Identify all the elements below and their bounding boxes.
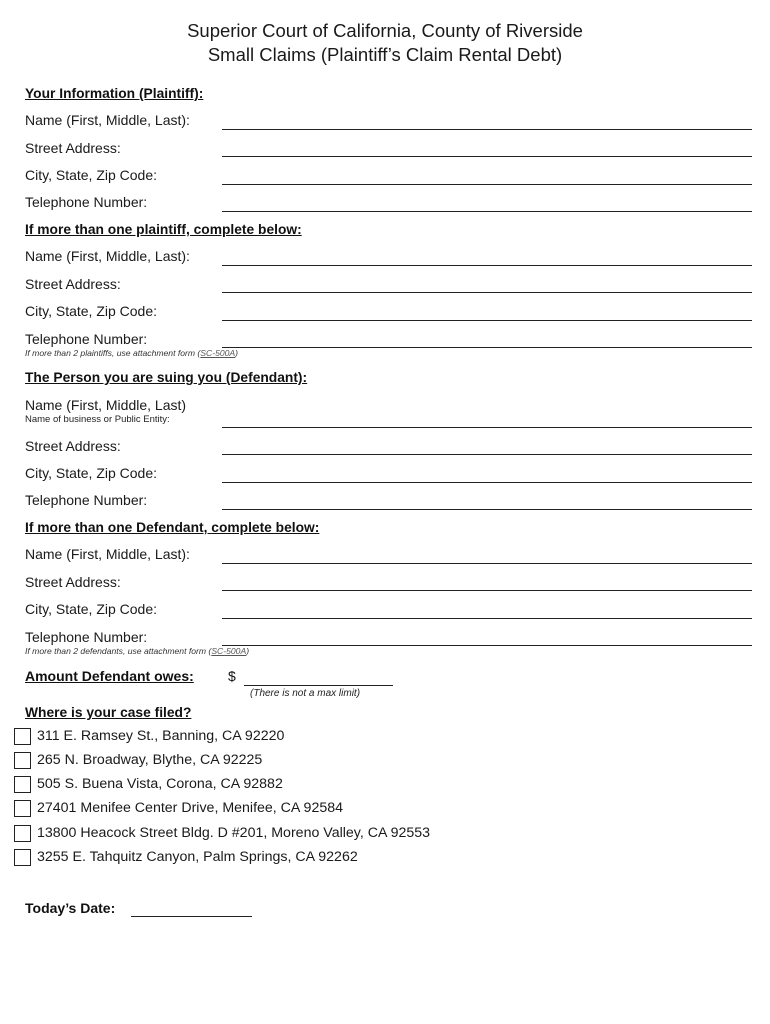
defendant-phone-field[interactable] bbox=[222, 488, 752, 508]
plaintiff2-name-field[interactable] bbox=[222, 244, 752, 264]
defendant-name-label: Name (First, Middle, Last) bbox=[25, 397, 187, 413]
filing-location-heading: Where is your case filed? bbox=[25, 705, 192, 720]
location-label: 13800 Heacock Street Bldg. D #201, Moreno Valley, CA 92553 bbox=[37, 825, 431, 841]
amount-owed-field[interactable] bbox=[244, 666, 397, 686]
todays-date-line bbox=[131, 916, 252, 917]
amount-owed-label: Amount Defendant owes: bbox=[25, 668, 194, 684]
plaintiff-attachment-note bbox=[25, 348, 238, 358]
location-label: 27401 Menifee Center Drive, Menifee, CA 92584 bbox=[37, 800, 344, 816]
defendant-street-label: Street Address: bbox=[25, 438, 121, 454]
plaintiff2-phone-field[interactable] bbox=[222, 326, 752, 346]
defendant-city-field[interactable] bbox=[222, 461, 752, 481]
plaintiff-heading: Your Information (Plaintiff): bbox=[25, 86, 204, 101]
checkbox[interactable] bbox=[14, 849, 31, 866]
plaintiff-phone-label: Telephone Number: bbox=[25, 194, 148, 210]
defendant-street-line bbox=[222, 454, 752, 455]
location-option-moreno-valley[interactable] bbox=[14, 823, 430, 843]
todays-date-field[interactable] bbox=[131, 898, 256, 917]
defendant-phone-line bbox=[222, 509, 752, 510]
defendant-name-line bbox=[222, 427, 752, 428]
defendant-phone-label: Telephone Number: bbox=[25, 492, 148, 508]
defendant-heading: The Person you are suing you (Defendant): bbox=[25, 370, 308, 385]
plaintiff-street-field[interactable] bbox=[222, 135, 752, 155]
plaintiff-phone-field[interactable] bbox=[222, 190, 752, 210]
checkbox[interactable] bbox=[14, 776, 31, 793]
defendant2-name-line bbox=[222, 563, 752, 564]
todays-date-label: Today’s Date: bbox=[25, 900, 116, 916]
location-option-menifee[interactable] bbox=[14, 798, 343, 818]
defendant-attachment-note bbox=[25, 646, 249, 656]
plaintiff2-name-line bbox=[222, 265, 752, 266]
currency-symbol: $ bbox=[228, 668, 236, 684]
defendant2-phone-line bbox=[222, 645, 752, 646]
defendant-city-line bbox=[222, 482, 752, 483]
checkbox[interactable] bbox=[14, 800, 31, 817]
defendant2-phone-label: Telephone Number: bbox=[25, 629, 148, 645]
plaintiff2-phone-line bbox=[222, 347, 752, 348]
plaintiff2-phone-label: Telephone Number: bbox=[25, 331, 148, 347]
location-label: 311 E. Ramsey St., Banning, CA 92220 bbox=[37, 728, 285, 744]
sc-500a-link[interactable]: SC-500A bbox=[200, 348, 236, 358]
plaintiff-name-field[interactable] bbox=[222, 108, 752, 128]
plaintiff2-street-field[interactable] bbox=[222, 271, 752, 291]
amount-limit-note: (There is not a max limit) bbox=[250, 688, 361, 699]
plaintiff2-city-label: City, State, Zip Code: bbox=[25, 303, 158, 319]
defendant2-street-line bbox=[222, 590, 752, 591]
amount-owed-line bbox=[244, 685, 393, 686]
defendant2-street-field[interactable] bbox=[222, 569, 752, 589]
defendant2-city-label: City, State, Zip Code: bbox=[25, 601, 158, 617]
plaintiff2-city-field[interactable] bbox=[222, 299, 752, 319]
plaintiff2-city-line bbox=[222, 320, 752, 321]
defendant-city-label: City, State, Zip Code: bbox=[25, 465, 158, 481]
location-option-palm-springs[interactable] bbox=[14, 847, 358, 867]
form-title: Superior Court of California, County of Riverside bbox=[187, 20, 583, 41]
plaintiff2-street-label: Street Address: bbox=[25, 276, 121, 292]
location-label: 265 N. Broadway, Blythe, CA 92225 bbox=[37, 752, 263, 768]
plaintiff2-street-line bbox=[222, 292, 752, 293]
checkbox[interactable] bbox=[14, 728, 31, 745]
checkbox[interactable] bbox=[14, 752, 31, 769]
defendant-note-suffix: ) bbox=[246, 646, 250, 656]
defendant-name-field[interactable] bbox=[222, 406, 752, 426]
sc-500a-link[interactable]: SC-500A bbox=[211, 646, 247, 656]
plaintiff-phone-line bbox=[222, 211, 752, 212]
plaintiff-city-line bbox=[222, 184, 752, 185]
plaintiff-street-label: Street Address: bbox=[25, 140, 121, 156]
defendant-note-prefix: If more than 2 defendants, use attachment form ( bbox=[25, 646, 212, 656]
plaintiff-street-line bbox=[222, 156, 752, 157]
checkbox[interactable] bbox=[14, 825, 31, 842]
defendant2-city-line bbox=[222, 618, 752, 619]
defendant-street-field[interactable] bbox=[222, 433, 752, 453]
plaintiff2-heading: If more than one plaintiff, complete below: bbox=[25, 222, 302, 237]
location-label: 3255 E. Tahquitz Canyon, Palm Springs, CA 92262 bbox=[37, 849, 358, 865]
defendant2-city-field[interactable] bbox=[222, 597, 752, 617]
defendant2-phone-field[interactable] bbox=[222, 624, 752, 644]
location-label: 505 S. Buena Vista, Corona, CA 92882 bbox=[37, 776, 283, 792]
plaintiff-name-line bbox=[222, 129, 752, 130]
defendant-business-label: Name of business or Public Entity: bbox=[25, 414, 170, 425]
plaintiff-note-prefix: If more than 2 plaintiffs, use attachment form ( bbox=[25, 348, 201, 358]
defendant2-heading: If more than one Defendant, complete below: bbox=[25, 520, 320, 535]
form-subtitle: Small Claims (Plaintiff’s Claim Rental Debt) bbox=[207, 44, 563, 65]
location-option-banning[interactable] bbox=[14, 726, 284, 746]
plaintiff-note-suffix: ) bbox=[235, 348, 239, 358]
plaintiff-city-field[interactable] bbox=[222, 163, 752, 183]
plaintiff-name-label: Name (First, Middle, Last): bbox=[25, 112, 190, 128]
plaintiff2-name-label: Name (First, Middle, Last): bbox=[25, 248, 190, 264]
defendant2-name-label: Name (First, Middle, Last): bbox=[25, 546, 190, 562]
location-option-corona[interactable] bbox=[14, 774, 283, 794]
location-option-blythe[interactable] bbox=[14, 750, 262, 770]
plaintiff-city-label: City, State, Zip Code: bbox=[25, 167, 158, 183]
defendant2-street-label: Street Address: bbox=[25, 574, 121, 590]
defendant2-name-field[interactable] bbox=[222, 542, 752, 562]
